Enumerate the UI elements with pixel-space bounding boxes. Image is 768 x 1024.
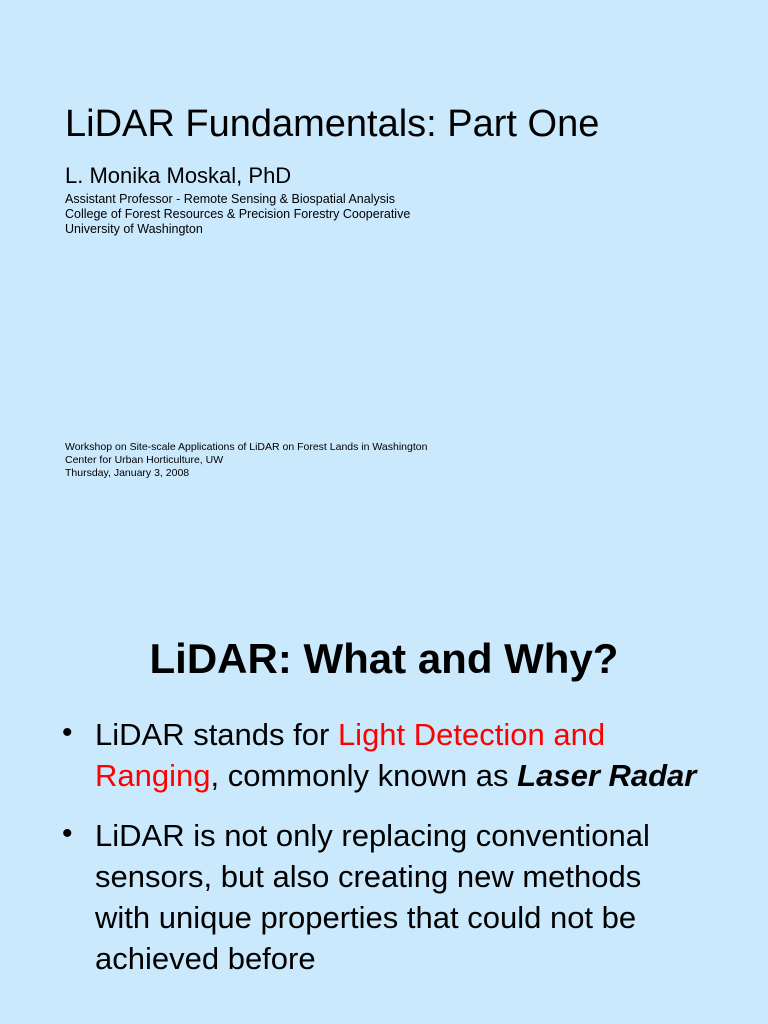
author-affiliation bbox=[65, 192, 410, 237]
bullet-icon: • bbox=[62, 817, 73, 850]
slide-title: LiDAR Fundamentals: Part One bbox=[65, 103, 600, 145]
bullet-text: LiDAR stands for bbox=[95, 717, 338, 752]
event-details bbox=[65, 441, 427, 480]
emphasized-term: Laser Radar bbox=[517, 758, 697, 793]
bullet-item bbox=[60, 815, 700, 979]
bullet-icon: • bbox=[62, 716, 73, 749]
bullet-item bbox=[60, 714, 700, 796]
bullet-text: LiDAR is not only replacing conventional sensors, but also creating new methods with unique properties that could not be achieved before bbox=[95, 818, 650, 976]
author-name: L. Monika Moskal, PhD bbox=[65, 163, 292, 188]
bullet-list bbox=[60, 714, 700, 998]
bullet-text: , commonly known as bbox=[210, 758, 518, 793]
affiliation-line: University of Washington bbox=[65, 222, 203, 236]
event-name: Workshop on Site-scale Applications of LiDAR on Forest Lands in Washington bbox=[65, 441, 428, 453]
event-date: Thursday, January 3, 2008 bbox=[65, 467, 190, 479]
slide-heading: LiDAR: What and Why? bbox=[149, 635, 619, 682]
content-slide bbox=[0, 598, 768, 1024]
highlighted-term: Light Detection and Ranging bbox=[95, 717, 606, 793]
event-venue: Center for Urban Horticulture, UW bbox=[65, 454, 224, 466]
affiliation-line: Assistant Professor - Remote Sensing & Biospatial Analysis bbox=[65, 192, 396, 206]
affiliation-line: College of Forest Resources & Precision Forestry Cooperative bbox=[65, 207, 411, 221]
